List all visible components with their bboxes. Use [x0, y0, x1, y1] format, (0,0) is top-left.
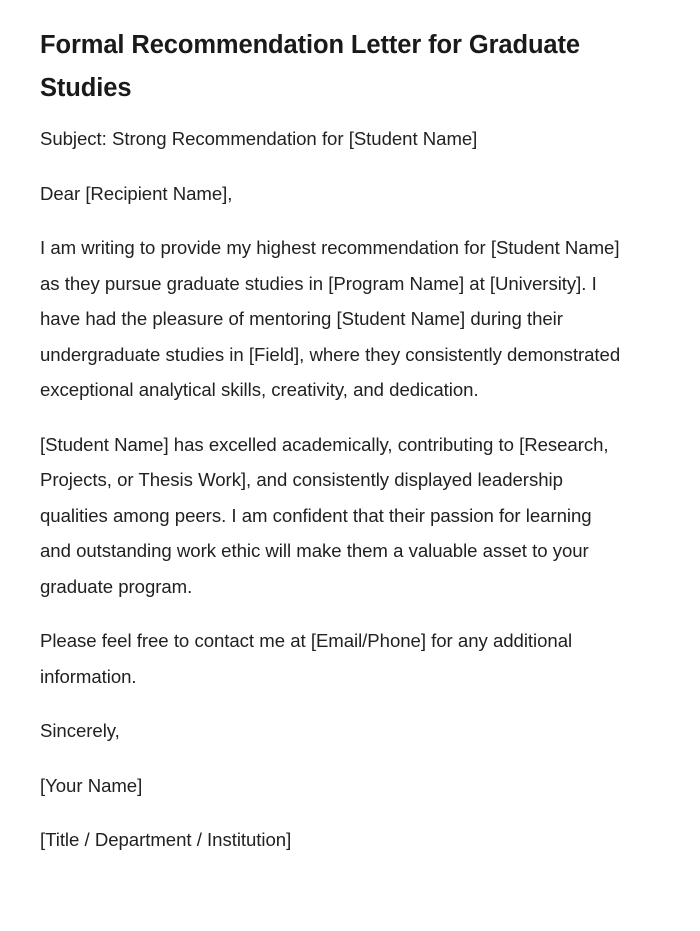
salutation: Dear [Recipient Name],	[40, 182, 233, 204]
signature-title: [Title / Department / Institution]	[40, 829, 292, 850]
subject-line: Subject: Strong Recommendation for [Student Name]	[40, 128, 478, 149]
closing: Sincerely,	[40, 720, 120, 741]
recommendation-letter	[40, 0, 626, 858]
letter-body	[40, 110, 626, 858]
paragraph-achievements: [Student Name] has excelled academically, contributing to [Research, Projects, or Thesis Work], and consistently displayed leadership qualities among peers. I am confident that their passion for learning and outstanding work ethic will make them a valuable asset to your graduate program.	[40, 433, 609, 597]
signature-name: [Your Name]	[40, 774, 143, 796]
page-title: Formal Recommendation Letter for Graduate Studies	[40, 31, 580, 102]
paragraph-contact: Please feel free to contact me at [Email/Phone] for any additional information.	[40, 630, 573, 687]
paragraph-intro: I am writing to provide my highest recommendation for [Student Name] as they pursue graduate studies in [Program Name] at [University]. I have had the pleasure of mentoring [Student Name] during their undergraduate studies in [Field], where they consistently demonstrated exceptional analytical skills, creativity, and dedication.	[40, 237, 621, 400]
